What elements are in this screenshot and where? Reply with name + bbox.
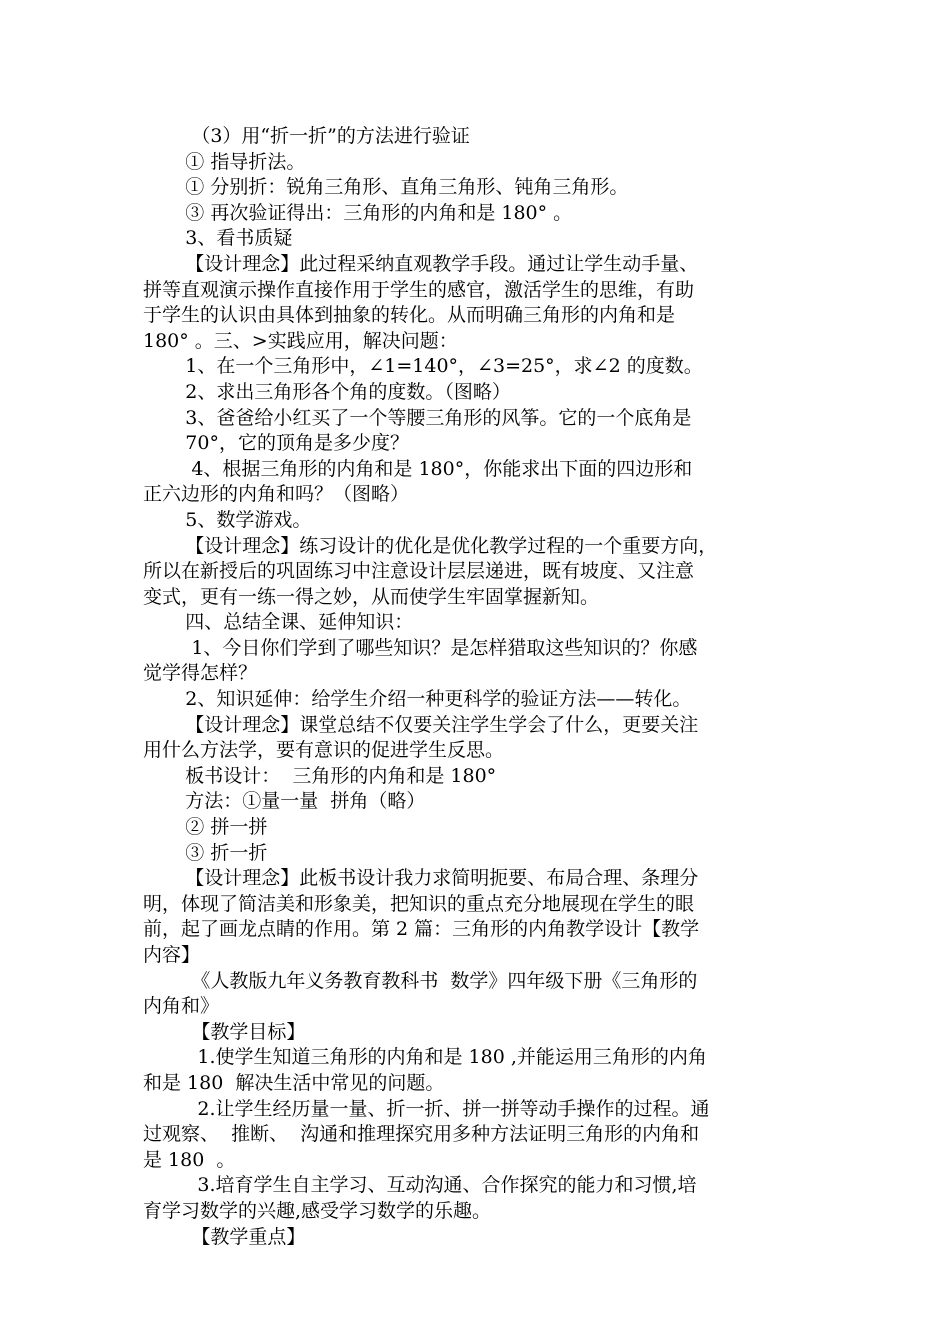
text-line: 觉学得怎样？ [143, 662, 258, 685]
text-line: 是 180 。 [143, 1148, 236, 1171]
text-line: 1、今日你们学到了哪些知识？是怎样猎取这些知识的？你感 [143, 636, 698, 659]
text-line: 内容】 [143, 944, 201, 966]
text-line: 用什么方法学，要有意识的促进学生反思。 [143, 739, 505, 762]
text-line: 2.让学生经历量一量、折一折、拼一拼等动手操作的过程。通 [143, 1097, 710, 1120]
text-line: 明，体现了简洁美和形象美，把知识的重点充分地展现在学生的眼 [143, 892, 695, 915]
text-line: 3、看书质疑 [143, 227, 293, 250]
text-line: 5、数学游戏。 [143, 508, 312, 531]
text-line: 【教学重点】 [143, 1225, 306, 1248]
text-line: ① 分别折：锐角三角形、直角三角形、钝角三角形。 [143, 176, 629, 199]
text-line: 《人教版九年义务教育教科书 数学》四年级下册《三角形的 [143, 969, 698, 992]
text-line: 3、爸爸给小红买了一个等腰三角形的风筝。它的一个底角是 [143, 406, 692, 429]
text-line: 方法：①量一量 拼角（略） [143, 790, 426, 813]
text-line: 四、总结全课、延伸知识： [143, 611, 414, 634]
text-line: 1、在一个三角形中，∠1=140°，∠3=25°，求∠2 的度数。 [143, 355, 703, 378]
text-line: 所以在新授后的巩固练习中注意设计层层递进，既有坡度、又注意 [143, 560, 695, 583]
text-line: 育学习数学的兴趣,感受学习数学的乐趣。 [143, 1199, 492, 1222]
text-line: 2、知识延伸：给学生介绍一种更科学的验证方法——转化。 [143, 688, 692, 711]
text-line: 拼等直观演示操作直接作用于学生的感官，激活学生的思维，有助 [143, 278, 695, 301]
text-line: 4、根据三角形的内角和是 180°，你能求出下面的四边形和 [143, 457, 693, 480]
text-line: 变式，更有一练一得之妙，从而使学生牢固掌握新知。 [143, 585, 600, 608]
text-line: ① 指导折法。 [143, 150, 306, 173]
text-line: ③ 再次验证得出：三角形的内角和是 180° 。 [143, 201, 573, 224]
text-line: 过观察、 推断、 沟通和推理探究用多种方法证明三角形的内角和 [143, 1123, 700, 1146]
text-line: 1.使学生知道三角形的内角和是 180 ,并能运用三角形的内角 [143, 1046, 707, 1069]
text-line: 前，起了画龙点睛的作用。第 2 篇：三角形的内角教学设计【教学 [143, 918, 700, 941]
text-line: ③ 折一折 [143, 841, 268, 864]
text-line: 【设计理念】此板书设计我力求简明扼要、布局合理、条理分 [143, 867, 699, 890]
text-line: 【设计理念】此过程采纳直观教学手段。通过让学生动手量、 [143, 252, 699, 275]
text-line: 180° 。三、>实践应用，解决问题： [143, 329, 458, 352]
text-line: 板书设计： 三角形的内角和是 180° [143, 764, 497, 787]
text-line: 2、求出三角形各个角的度数。（图略） [143, 380, 511, 403]
text-line: 【设计理念】课堂总结不仅要关注学生学会了什么，更要关注 [143, 713, 699, 736]
text-line: 【设计理念】练习设计的优化是优化教学过程的一个重要方向， [143, 534, 718, 557]
text-line: 70°，它的顶角是多少度？ [143, 432, 409, 455]
text-line: 3.培育学生自主学习、互动沟通、合作探究的能力和习惯,培 [143, 1174, 697, 1197]
text-line: 于学生的认识由具体到抽象的转化。从而明确三角形的内角和是 [143, 304, 676, 327]
text-line: 内角和》 [143, 995, 220, 1018]
text-line: ② 拼一拼 [143, 816, 268, 839]
text-line: （3）用“折一折”的方法进行验证 [143, 125, 470, 147]
text-line: 【教学目标】 [143, 1020, 306, 1043]
document-body [143, 124, 813, 1250]
text-line: 正六边形的内角和吗？（图略） [143, 483, 410, 506]
text-line: 和是 180 解决生活中常见的问题。 [143, 1071, 445, 1094]
